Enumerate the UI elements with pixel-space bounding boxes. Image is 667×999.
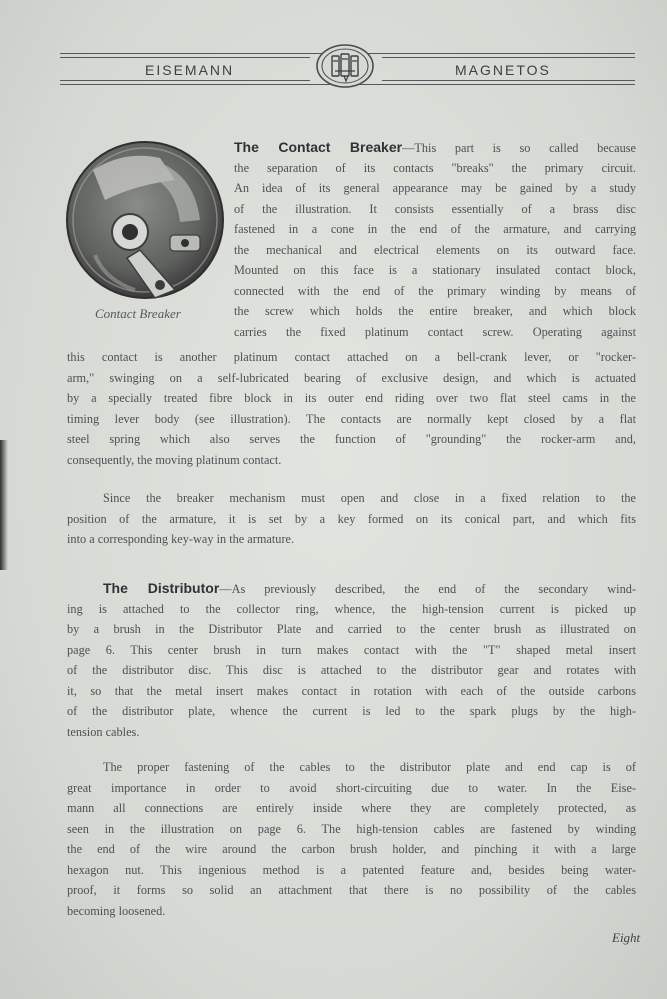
text-line: connected with the end of the primary winding by means of	[234, 283, 636, 298]
text-line: Since the breaker mechanism must open and close in a fixed relation to the	[103, 491, 636, 505]
distributor-heading: The Distributor	[103, 580, 220, 596]
text-line: timing lever body (see illustration). The contacts are normally kept closed by a flat	[67, 411, 636, 426]
text-line: carries the fixed platinum contact screw. Operating against	[234, 324, 636, 339]
contact-breaker-heading: The Contact Breaker	[234, 139, 403, 155]
text-line: mann all connections are entirely inside where they are completely protected, as	[67, 801, 636, 815]
header-title-right: MAGNETOS	[455, 62, 551, 78]
header-rule-left-bottom	[60, 80, 310, 81]
header-title-left: EISEMANN	[145, 62, 235, 78]
contact-breaker-full	[67, 347, 636, 470]
text-line: becoming loosened.	[67, 903, 166, 918]
text-line: the mechanical and electrical elements on its outward face.	[234, 242, 636, 257]
breaker-position-paragraph	[67, 488, 636, 550]
page-header	[60, 40, 635, 90]
distributor-paragraph	[67, 578, 636, 742]
text-line: great importance in order to avoid short-circuiting due to water. In the Eise-	[67, 780, 636, 795]
text-line: it, so that the metal insert makes contact in rotation with each of the outside carbons	[67, 683, 636, 698]
text-line: consequently, the moving platinum contact.	[67, 452, 282, 467]
contact-breaker-illustration	[65, 140, 225, 300]
text-line: proof, it forms so solid an attachment that there is no possibility of the cables	[67, 883, 636, 897]
page-number: Eight	[612, 930, 641, 945]
text-line: Mounted on this face is a stationary insulated contact block,	[234, 263, 636, 277]
fastening-paragraph	[67, 757, 636, 921]
text-line: position of the armature, it is set by a key formed on its conical part, and which fits	[67, 511, 636, 526]
text-line: fastened in a cone in the end of the armature, and carrying	[234, 222, 636, 236]
contact-breaker-narrow	[234, 137, 636, 342]
text-line: of the distributor disc. This disc is attached to the distributor gear and rotates with	[67, 663, 636, 677]
text-line: hexagon nut. This ingenious method is a patented feature and, besides being water-	[67, 862, 636, 877]
text-line: of the illustration. It consists essentially of a brass disc	[234, 201, 636, 216]
text-line: page 6. This center brush in turn makes contact with the "T" shaped metal insert	[67, 642, 636, 657]
text-line: the screw which holds the entire breaker, and which block	[234, 304, 636, 318]
header-rule-right-bottom	[382, 80, 635, 81]
text-line: seen in the illustration on page 6. The high-tension cables are fastened by winding	[67, 821, 636, 836]
text-line: arm," swinging on a self-lubricated bearing of exclusive design, and which is actuated	[67, 370, 636, 385]
header-rule-right-inner	[382, 57, 635, 58]
text-line: ing is attached to the collector ring, whence, the high-tension current is picked up	[67, 601, 636, 616]
text-line: by a brush in the Distributor Plate and carried to the center brush as illustrated on	[67, 622, 636, 636]
text-line: The proper fastening of the cables to the distributor plate and end cap is of	[103, 760, 636, 774]
text-line: this contact is another platinum contact attached on a bell-crank lever, or "rocker-	[67, 350, 636, 364]
text-line: by a specially treated fibre block in its outer end riding over two flat steel cams in the	[67, 391, 636, 405]
text-line: An idea of its general appearance may be gained by a study	[234, 181, 636, 195]
text-line: The Contact Breaker—This part is so called because	[234, 139, 636, 155]
figure-caption: Contact Breaker	[95, 306, 181, 321]
eisemann-emblem-icon	[313, 43, 377, 89]
text-line: tension cables.	[67, 724, 140, 739]
text-line: the separation of its contacts "breaks" the primary circuit.	[234, 160, 636, 175]
text-line: steel spring which also serves the function of "grounding" the rocker-arm and,	[67, 432, 636, 446]
header-rule-left-inner	[60, 57, 310, 58]
text-line: The Distributor—As previously described, the end of the secondary wind-	[103, 580, 636, 596]
text-line: of the distributor plate, whence the current is led to the spark plugs by the high-	[67, 704, 636, 718]
text-line: into a corresponding key-way in the armature.	[67, 532, 295, 546]
text-line: the end of the wire around the carbon brush holder, and pinching it with a large	[67, 842, 636, 856]
binding-shadow	[0, 440, 8, 570]
